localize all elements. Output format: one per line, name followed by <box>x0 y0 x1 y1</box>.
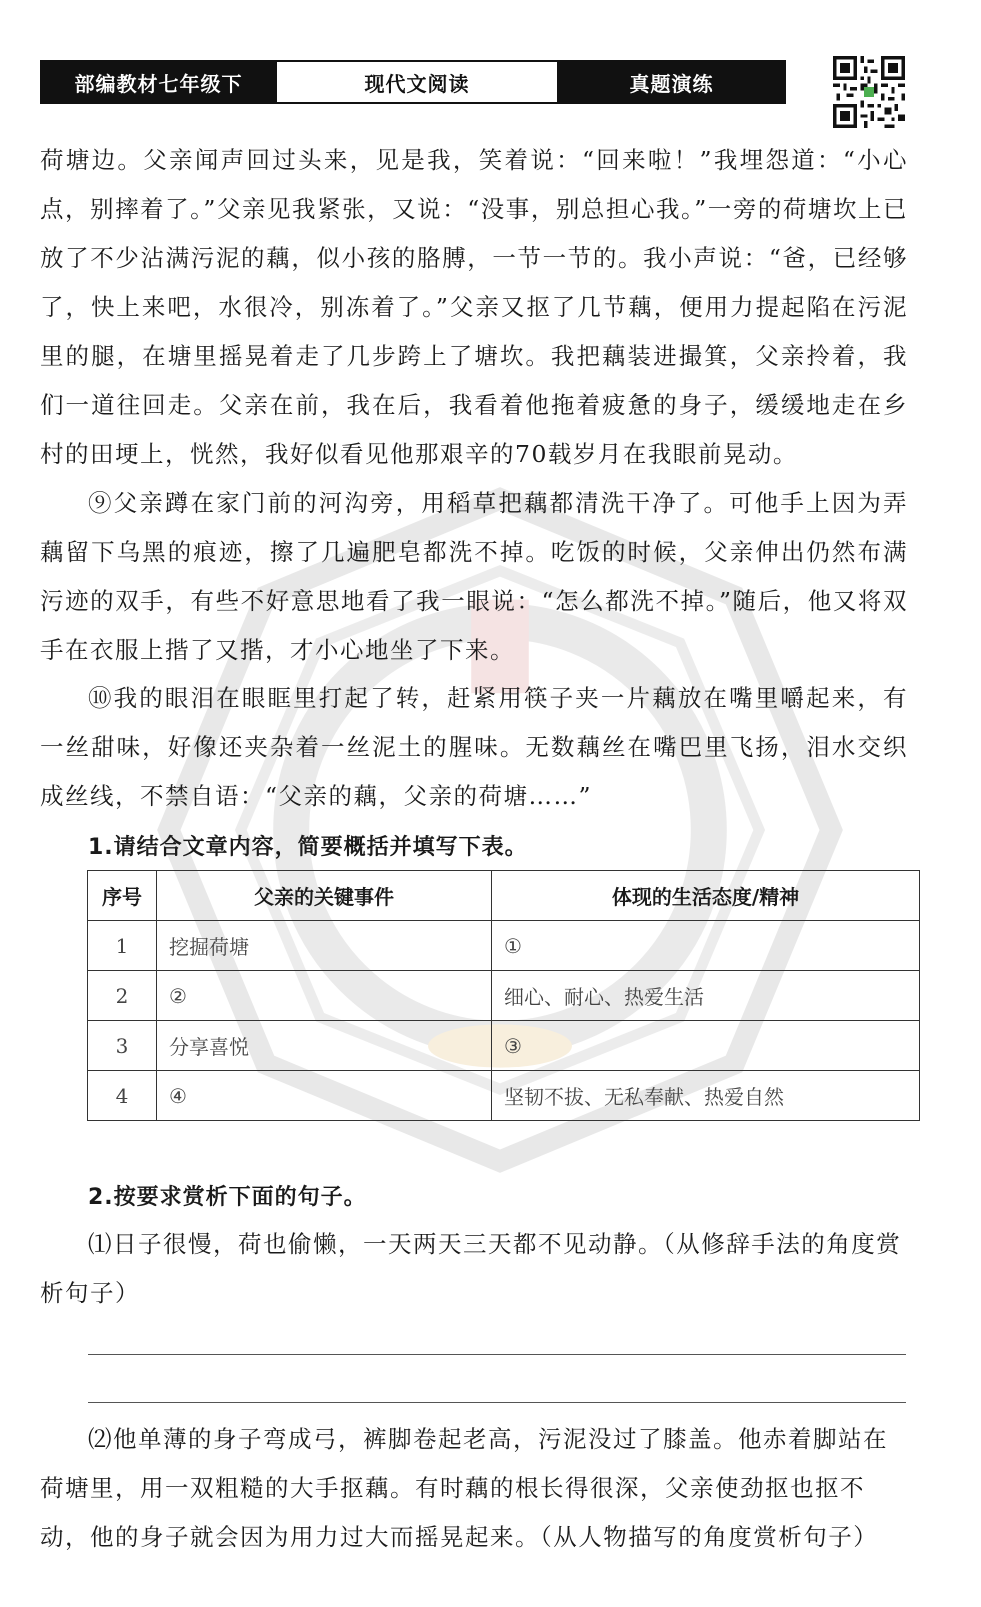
row-event[interactable]: 挖掘荷塘 <box>157 921 492 971</box>
table-header-row <box>88 871 920 921</box>
summary-table <box>87 870 920 1121</box>
table-row <box>88 1071 920 1121</box>
row-event[interactable]: ④ <box>157 1071 492 1121</box>
row-event[interactable]: 分享喜悦 <box>157 1021 492 1071</box>
question-1-title: 1.请结合文章内容，简要概括并填写下表。 <box>88 835 528 860</box>
header-bar <box>40 60 786 104</box>
header-number: 序号 <box>88 871 157 921</box>
row-event[interactable]: ② <box>157 971 492 1021</box>
row-attitude[interactable]: ③ <box>492 1021 920 1071</box>
answer-line[interactable] <box>88 1402 906 1403</box>
table-row <box>88 921 920 971</box>
row-attitude[interactable]: 细心、耐心、热爱生活 <box>492 971 920 1021</box>
row-number: 2 <box>88 971 157 1021</box>
passage-paragraph-9: ⑨父亲蹲在家门前的河沟旁，用稻草把藕都清洗干净了。可他手上因为弄藕留下乌黑的痕迹，擦了几遍肥皂都洗不掉。吃饭的时候，父亲伸出仍然布满污迹的双手，有些不好意思地看了我一眼说：“怎么都洗不掉。”随后，他又将双手在衣服上揩了又揩，才小心地坐了下来。 <box>40 489 908 664</box>
passage-paragraph-10: ⑩我的眼泪在眼眶里打起了转，赶紧用筷子夹一片藕放在嘴里嚼起来，有一丝甜味，好像还夹杂着一丝泥土的腥味。无数藕丝在嘴巴里飞扬，泪水交织成丝线，不禁自语：“父亲的藕，父亲的荷塘……” <box>40 684 908 810</box>
answer-line[interactable] <box>88 1354 906 1355</box>
passage-paragraph-8: 荷塘边。父亲闻声回过头来，见是我，笑着说：“回来啦！”我埋怨道：“小心点，别摔着了。”父亲见我紧张，又说：“没事，别总担心我。”一旁的荷塘坎上已放了不少沾满污泥的藕，似小孩的胳膊，一节一节的。我小声说：“爸，已经够了，快上来吧，水很冷，别冻着了。”父亲又抠了几节藕，便用力提起陷在污泥里的腿，在塘里摇晃着走了几步跨上了塘坎。我把藕装进撮箕，父亲拎着，我们一道往回走。父亲在前，我在后，我看着他拖着疲惫的身子，缓缓地走在乡村的田埂上，恍然，我好似看见他那艰辛的70载岁月在我眼前晃动。 <box>40 146 908 468</box>
row-attitude[interactable]: 坚韧不拔、无私奉献、热爱自然 <box>492 1071 920 1121</box>
row-attitude[interactable]: ① <box>492 921 920 971</box>
row-number: 3 <box>88 1021 157 1071</box>
header-grade: 部编教材七年级下 <box>42 62 275 102</box>
row-number: 4 <box>88 1071 157 1121</box>
header-event: 父亲的关键事件 <box>157 871 492 921</box>
question-2-sentence-1: ⑴日子很慢，荷也偷懒，一天两天三天都不见动静。（从修辞手法的角度赏析句子） <box>40 1230 902 1307</box>
header-practice: 真题演练 <box>559 62 784 102</box>
question-2-title: 2.按要求赏析下面的句子。 <box>88 1185 367 1210</box>
qr-code-icon[interactable] <box>833 56 905 128</box>
question-2-sentence-2: ⑵他单薄的身子弯成弓，裤脚卷起老高，污泥没过了膝盖。他赤着脚站在荷塘里，用一双粗糙的大手抠藕。有时藕的根长得很深，父亲使劲抠也抠不动，他的身子就会因为用力过大而摇晃起来。（从人物描写的角度赏析句子） <box>40 1425 888 1551</box>
row-number: 1 <box>88 921 157 971</box>
table-row <box>88 1021 920 1071</box>
header-attitude: 体现的生活态度/精神 <box>492 871 920 921</box>
table-row <box>88 971 920 1021</box>
header-subject: 现代文阅读 <box>275 62 559 102</box>
